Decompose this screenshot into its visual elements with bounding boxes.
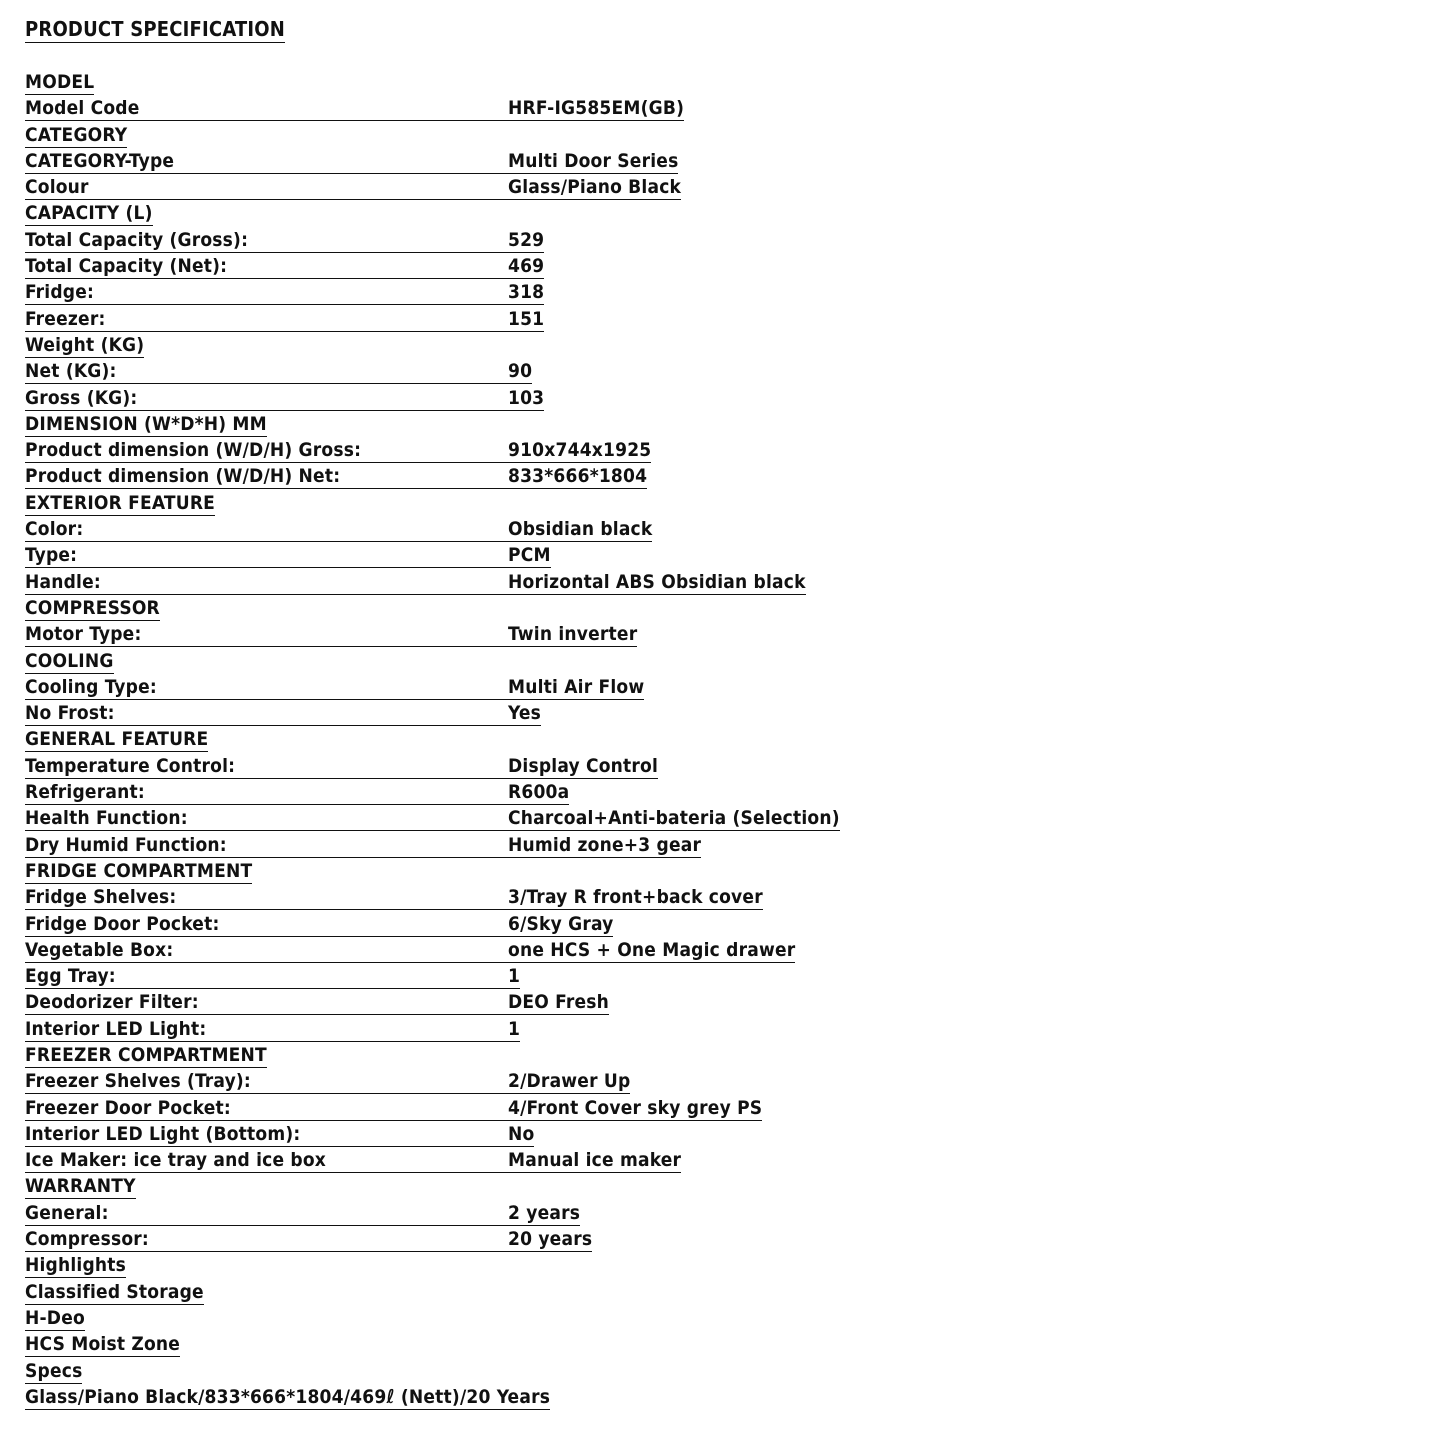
section-heading-row <box>25 649 1415 675</box>
spec-row <box>25 1201 1415 1227</box>
spec-label: Gross (KG): <box>25 386 508 411</box>
spec-row <box>25 701 1415 727</box>
spec-label: Handle: <box>25 570 508 595</box>
spec-value: 2/Drawer Up <box>508 1070 631 1093</box>
spec-row <box>25 806 1415 832</box>
spec-row <box>25 1096 1415 1122</box>
spec-label: Vegetable Box: <box>25 938 508 963</box>
spec-label: Type: <box>25 543 508 568</box>
spec-label: Fridge: <box>25 280 508 305</box>
spec-row <box>25 754 1415 780</box>
spec-label: Interior LED Light (Bottom): <box>25 1122 508 1147</box>
section-heading: Glass/Piano Black/833*666*1804/469ℓ (Nett)/20 Years <box>25 1385 551 1408</box>
spec-label: Colour <box>25 175 508 200</box>
spec-value: Obsidian black <box>508 518 653 541</box>
spec-value: 833*666*1804 <box>508 465 648 488</box>
section-heading: Highlights <box>25 1254 127 1277</box>
spec-value: one HCS + One Magic drawer <box>508 938 796 961</box>
section-heading-row <box>25 727 1415 753</box>
spec-value: 90 <box>508 360 533 383</box>
section-heading: GENERAL FEATURE <box>25 728 209 751</box>
spec-value: PCM <box>508 544 551 567</box>
spec-row <box>25 280 1415 306</box>
section-heading: Classified Storage <box>25 1280 204 1303</box>
spec-row <box>25 464 1415 490</box>
section-heading: H-Deo <box>25 1306 85 1329</box>
spec-value: 4/Front Cover sky grey PS <box>508 1096 763 1119</box>
section-heading-row <box>25 333 1415 359</box>
section-heading-row <box>25 70 1415 96</box>
spec-row <box>25 1148 1415 1174</box>
section-heading: HCS Moist Zone <box>25 1333 181 1356</box>
spec-value: Charcoal+Anti-bateria (Selection) <box>508 807 840 830</box>
section-heading-row <box>25 1306 1415 1332</box>
page-title: PRODUCT SPECIFICATION <box>25 17 286 41</box>
spec-label: General: <box>25 1201 508 1226</box>
spec-value: 469 <box>508 255 545 278</box>
section-heading: COMPRESSOR <box>25 596 160 619</box>
section-heading: WARRANTY <box>25 1175 136 1198</box>
spec-label: Freezer Shelves (Tray): <box>25 1069 508 1094</box>
section-heading-row <box>25 596 1415 622</box>
spec-label: Egg Tray: <box>25 964 508 989</box>
section-heading-row <box>25 1280 1415 1306</box>
spec-label: Temperature Control: <box>25 754 508 779</box>
spec-label: Net (KG): <box>25 359 508 384</box>
spec-row <box>25 938 1415 964</box>
spec-label: Freezer Door Pocket: <box>25 1096 508 1121</box>
spec-row <box>25 780 1415 806</box>
spec-row <box>25 96 1415 122</box>
spec-row <box>25 833 1415 859</box>
spec-row <box>25 964 1415 990</box>
spec-label: Health Function: <box>25 806 508 831</box>
section-heading: CAPACITY (L) <box>25 202 153 225</box>
spec-value: Glass/Piano Black <box>508 176 682 199</box>
spec-value: Manual ice maker <box>508 1149 682 1172</box>
spec-row <box>25 517 1415 543</box>
spec-label: Total Capacity (Net): <box>25 254 508 279</box>
section-heading: Specs <box>25 1359 83 1382</box>
spec-value: No <box>508 1122 535 1145</box>
spec-row <box>25 885 1415 911</box>
spec-label: Cooling Type: <box>25 675 508 700</box>
spec-value: 1 <box>508 965 521 988</box>
spec-value: HRF-IG585EM(GB) <box>508 97 685 120</box>
spec-row <box>25 1069 1415 1095</box>
section-heading: EXTERIOR FEATURE <box>25 491 216 514</box>
spec-label: No Frost: <box>25 701 508 726</box>
spec-value: Twin inverter <box>508 623 638 646</box>
spec-value: 20 years <box>508 1228 593 1251</box>
spec-label: Product dimension (W/D/H) Net: <box>25 464 508 489</box>
spec-row <box>25 675 1415 701</box>
spec-label: Ice Maker: ice tray and ice box <box>25 1148 508 1173</box>
spec-row <box>25 912 1415 938</box>
spec-list <box>25 70 1415 1411</box>
spec-label: Interior LED Light: <box>25 1017 508 1042</box>
spec-label: Compressor: <box>25 1227 508 1252</box>
spec-row <box>25 543 1415 569</box>
spec-label: Fridge Shelves: <box>25 885 508 910</box>
spec-row <box>25 570 1415 596</box>
spec-value: 529 <box>508 228 545 251</box>
spec-row <box>25 438 1415 464</box>
spec-row <box>25 1017 1415 1043</box>
spec-value: Display Control <box>508 754 659 777</box>
spec-label: Product dimension (W/D/H) Gross: <box>25 438 508 463</box>
spec-row <box>25 254 1415 280</box>
spec-label: Total Capacity (Gross): <box>25 228 508 253</box>
spec-value: Humid zone+3 gear <box>508 833 702 856</box>
section-heading: DIMENSION (W*D*H) MM <box>25 412 267 435</box>
spec-value: Horizontal ABS Obsidian black <box>508 570 806 593</box>
spec-value: 3/Tray R front+back cover <box>508 886 763 909</box>
section-heading-row <box>25 412 1415 438</box>
spec-label: Fridge Door Pocket: <box>25 912 508 937</box>
spec-label: Deodorizer Filter: <box>25 990 508 1015</box>
spec-value: DEO Fresh <box>508 991 609 1014</box>
section-heading-row <box>25 123 1415 149</box>
spec-value: Multi Door Series <box>508 149 679 172</box>
spec-row <box>25 149 1415 175</box>
spec-label: Freezer: <box>25 307 508 332</box>
section-heading: COOLING <box>25 649 114 672</box>
section-heading: CATEGORY <box>25 123 128 146</box>
spec-label: CATEGORY-Type <box>25 149 508 174</box>
section-heading: FREEZER COMPARTMENT <box>25 1043 267 1066</box>
spec-value: R600a <box>508 781 570 804</box>
section-heading: MODEL <box>25 71 95 93</box>
spec-row <box>25 622 1415 648</box>
spec-label: Motor Type: <box>25 622 508 647</box>
spec-label: Color: <box>25 517 508 542</box>
spec-row <box>25 1227 1415 1253</box>
section-heading-row <box>25 491 1415 517</box>
spec-row <box>25 359 1415 385</box>
spec-value: Yes <box>508 702 542 725</box>
section-heading-row <box>25 1385 1415 1411</box>
spec-label: Refrigerant: <box>25 780 508 805</box>
section-heading-row <box>25 1359 1415 1385</box>
spec-value: 6/Sky Gray <box>508 912 614 935</box>
spec-value: 2 years <box>508 1201 581 1224</box>
section-heading: FRIDGE COMPARTMENT <box>25 859 253 882</box>
spec-value: 1 <box>508 1017 521 1040</box>
spec-label: Dry Humid Function: <box>25 833 508 858</box>
section-heading-row <box>25 1043 1415 1069</box>
spec-value: 910x744x1925 <box>508 439 652 462</box>
spec-value: 103 <box>508 386 545 409</box>
spec-row <box>25 1122 1415 1148</box>
spec-row <box>25 990 1415 1016</box>
spec-row <box>25 386 1415 412</box>
section-heading-row <box>25 1253 1415 1279</box>
spec-row <box>25 228 1415 254</box>
spec-value: Multi Air Flow <box>508 675 645 698</box>
section-heading-row <box>25 1174 1415 1200</box>
spec-row <box>25 175 1415 201</box>
section-heading-row <box>25 201 1415 227</box>
section-heading-row <box>25 1332 1415 1358</box>
section-heading: Weight (KG) <box>25 333 145 356</box>
section-heading-row <box>25 859 1415 885</box>
spec-value: 318 <box>508 281 545 304</box>
spec-row <box>25 307 1415 333</box>
spec-label: Model Code <box>25 96 508 121</box>
spec-value: 151 <box>508 307 545 330</box>
